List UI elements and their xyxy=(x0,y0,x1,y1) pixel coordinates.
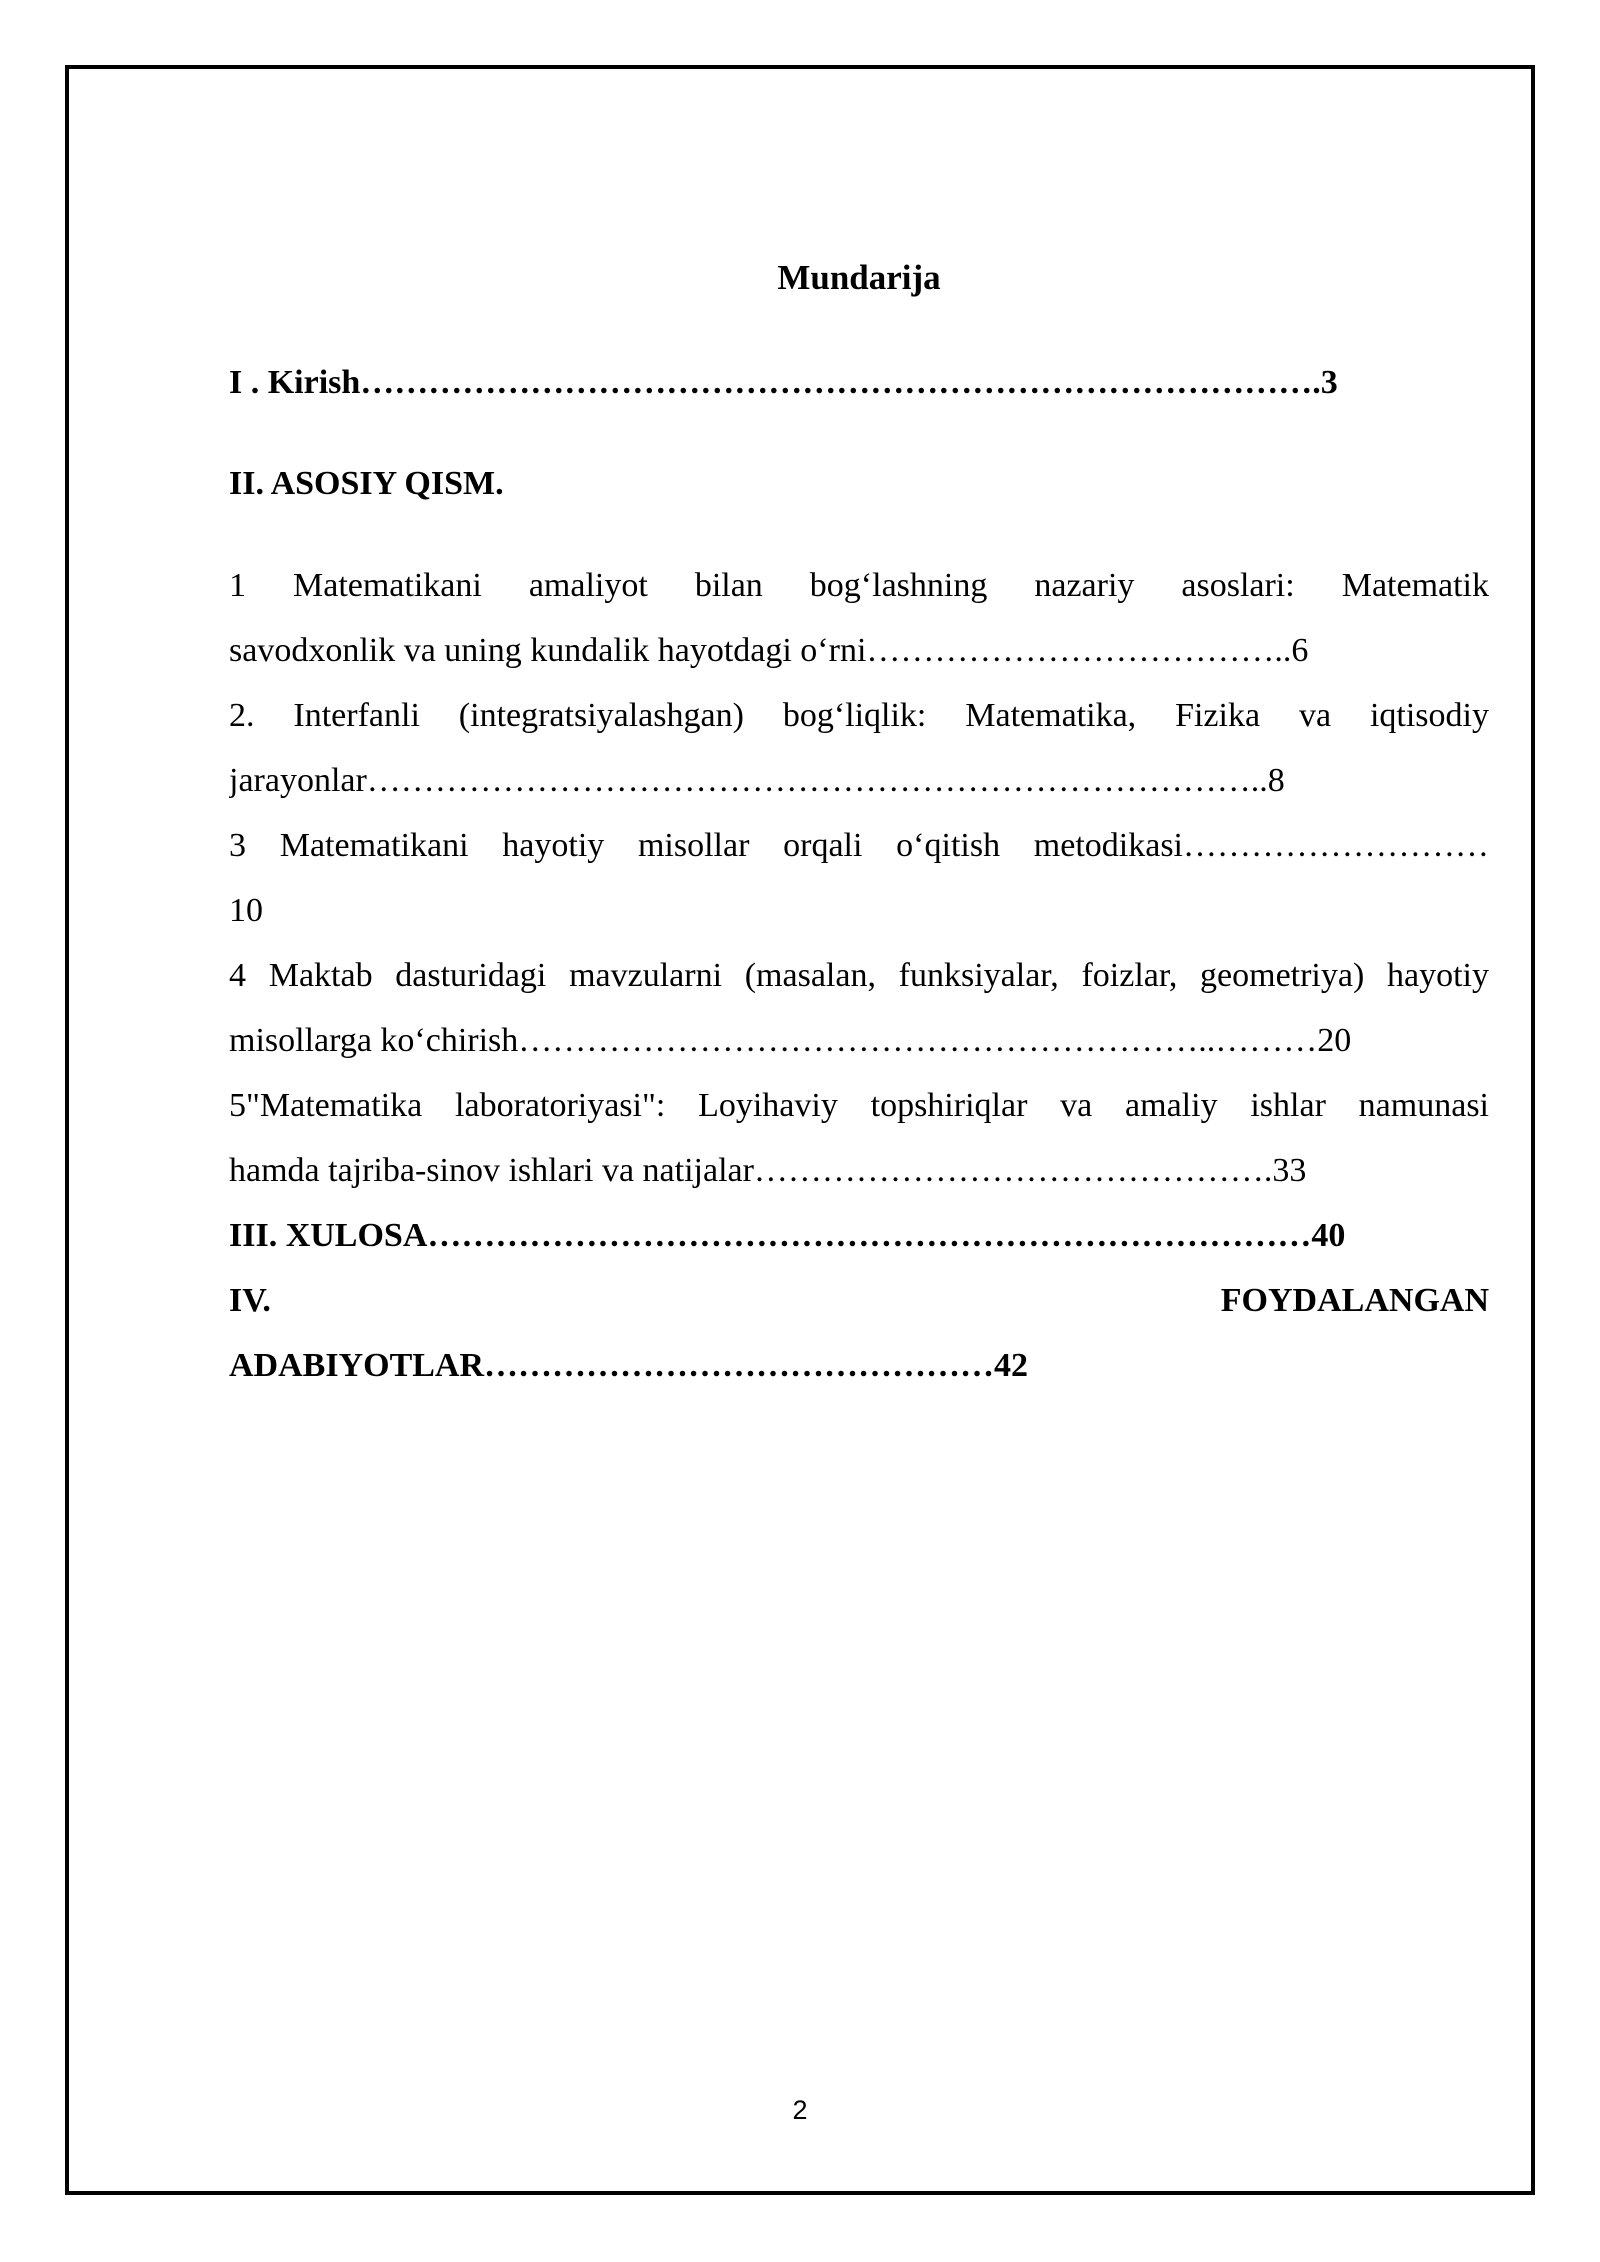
toc-entry-kirish: I . Kirish………………………………………………………………………….3 xyxy=(229,364,1338,401)
toc-entry-2-line-1: 2. Interfanli (integratsiyalashgan) bog‘liqlik: Matematika, Fizika va iqtisodiy xyxy=(229,697,1489,734)
toc-entry-3-line-1: 3 Matematikani hayotiy misollar orqali o‘qitish metodikasi……………………… xyxy=(229,827,1489,864)
toc-entry-xulosa: III. XULOSA……………………………………………………………………40 xyxy=(229,1217,1346,1254)
toc-entry-4-line-2: misollarga ko‘chirish……………………………………………………..………20 xyxy=(229,1022,1352,1059)
toc-entry-1-line-1: 1 Matematikani amaliyot bilan bog‘lashning nazariy asoslari: Matematik xyxy=(229,567,1489,604)
toc-section-asosiy-qism: II. ASOSIY QISM. xyxy=(229,465,504,502)
toc-entry-1-line-2: savodxonlik va uning kundalik hayotdagi o‘rni………………………………..6 xyxy=(229,632,1309,669)
toc-entry-foydalangan-line-1: IV. FOYDALANGAN xyxy=(229,1282,1489,1319)
toc-entry-foydalangan-line-2: ADABIYOTLAR………………………………………42 xyxy=(229,1347,1029,1384)
toc-entry-5-line-1: 5"Matematika laboratoriyasi": Loyihaviy topshiriqlar va amaliy ishlar namunasi xyxy=(229,1087,1489,1124)
page-title: Mundarija xyxy=(777,258,941,297)
toc-entry-4-line-1: 4 Maktab dasturidagi mavzularni (masalan, funksiyalar, foizlar, geometriya) hayotiy xyxy=(229,957,1489,994)
toc-entry-2-line-2: jarayonlar……………………………………………………………………..8 xyxy=(229,762,1285,799)
page-number: 2 xyxy=(792,2095,808,2125)
toc-entry-3-line-2: 10 xyxy=(229,892,263,929)
toc-entry-5-line-2: hamda tajriba-sinov ishlari va natijalar……………………………………….33 xyxy=(229,1152,1307,1189)
